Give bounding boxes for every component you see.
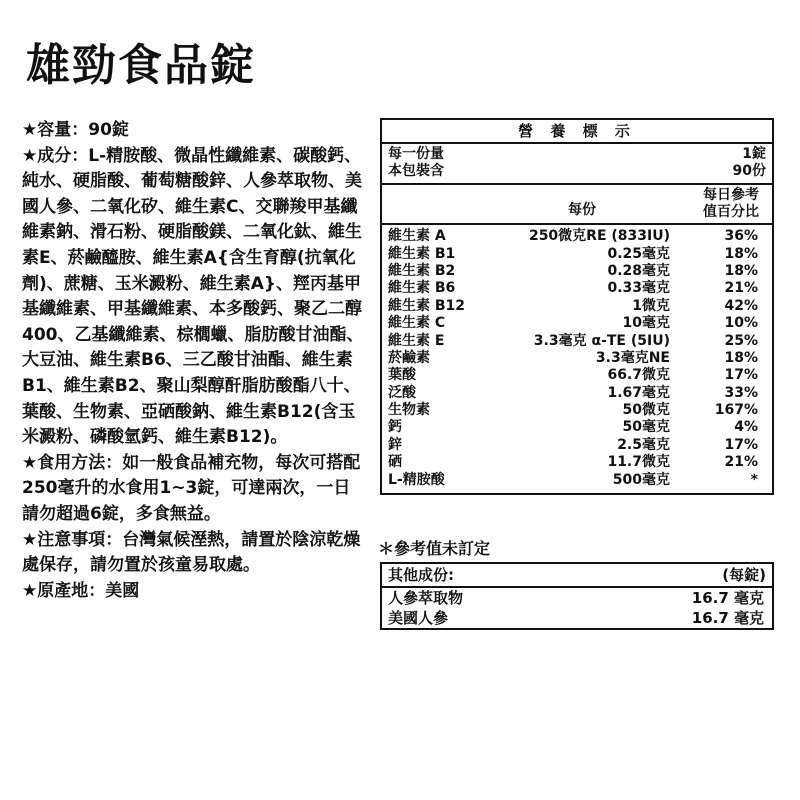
nutrient-amount: 250微克RE (833IU): [528, 228, 670, 245]
nutrient-name: 鋅: [388, 436, 402, 453]
nutrient-name: 維生素 B6: [388, 280, 456, 297]
nutrient-amount: 50毫克: [622, 419, 670, 436]
serving-label: 每一份量: [388, 146, 444, 162]
serving-info: [382, 144, 772, 185]
daily-value-label: 每日參考 值百分比: [703, 187, 759, 220]
other-heading: 其他成份:: [388, 566, 454, 584]
nutrition-row: [388, 315, 766, 332]
nutrient-name: 維生素 E: [388, 332, 445, 349]
nutrient-daily-value: *: [750, 471, 758, 488]
ingredient-name: 人參萃取物: [388, 589, 464, 607]
nutrient-daily-value: 17%: [724, 367, 758, 384]
nutrient-name: 生物素: [388, 402, 430, 419]
capacity-text: ★容量：90錠: [22, 120, 129, 140]
nutrient-amount: 500毫克: [612, 471, 670, 488]
nutrient-daily-value: 18%: [724, 262, 758, 279]
nutrition-row: [388, 437, 766, 454]
nutrient-daily-value: 36%: [724, 228, 758, 245]
nutrient-name: 維生素 C: [388, 315, 446, 332]
other-row: [382, 608, 772, 628]
nutrient-name: 維生素 B1: [388, 245, 456, 262]
nutrition-rows: [382, 225, 772, 493]
product-title: 雄勁食品錠: [26, 40, 256, 91]
nutrient-daily-value: 18%: [724, 349, 758, 366]
ingredients-text: ★成分：L-精胺酸、微晶性纖維素、碳酸鈣、純水、硬脂酸、葡萄糖酸鋅、人參萃取物、美國人參、二氧化矽、維生素C、交聯羧甲基纖維素鈉、滑石粉、硬脂酸鎂、二氧化鈦、維生素E、菸鹼醯胺、維生素A{含生育醇(抗氧化劑)、蔗糖、玉米澱粉、維生素A}、羥丙基甲基纖維素、甲基纖維素、本多酸鈣、聚乙二醇400、乙基纖維素、棕櫚蠟、脂肪酸甘油酯、大豆油、維生素B6、三乙酸甘油酯、維生素B1、維生素B2、聚山梨醇酐脂肪酸酯八十、葉酸、生物素、亞硒酸鈉、維生素B12(含玉米澱粉、磷酸氫鈣、維生素B12)。: [22, 145, 364, 448]
nutrition-row: [388, 350, 766, 367]
nutrient-amount: 66.7微克: [607, 367, 670, 384]
nutrient-name: 菸鹼素: [388, 349, 430, 366]
nutrient-amount: 10毫克: [622, 315, 670, 332]
nutrient-name: 維生素 B2: [388, 262, 456, 279]
ingredient-name: 美國人參: [388, 609, 449, 627]
nutrient-daily-value: 18%: [724, 245, 758, 262]
nutrient-daily-value: 33%: [724, 384, 758, 401]
nutrient-amount: 0.28毫克: [607, 262, 670, 279]
nutrient-name: 硒: [388, 454, 402, 471]
nutrient-amount: 0.25毫克: [607, 245, 670, 262]
nutrient-amount: 1微克: [632, 297, 670, 314]
nutrition-row: [388, 419, 766, 436]
nutrient-daily-value: 25%: [724, 332, 758, 349]
nutrient-amount: 2.5毫克: [617, 436, 670, 453]
nutrient-daily-value: 10%: [724, 315, 758, 332]
nutrient-daily-value: 21%: [724, 454, 758, 471]
pack-label: 本包裝含: [388, 163, 444, 179]
nutrition-row: [388, 280, 766, 297]
nutrient-daily-value: 21%: [724, 280, 758, 297]
product-info: [22, 118, 367, 604]
serving-value: 1錠: [742, 146, 766, 162]
other-heading-row: [382, 564, 772, 588]
nutrient-name: 葉酸: [388, 367, 416, 384]
other-unit: (每錠): [722, 566, 766, 584]
nutrition-row: [388, 245, 766, 262]
nutrition-row: [388, 332, 766, 349]
nutrition-row: [388, 263, 766, 280]
usage-text: ★食用方法：如一般食品補充物，每次可搭配250毫升的水食用1~3錠，可達兩次，一日請勿超過6錠，多食無益。: [22, 452, 361, 524]
nutrient-amount: 50微克: [622, 402, 670, 419]
ingredient-amount: 16.7 毫克: [691, 609, 764, 627]
nutrient-amount: 1.67毫克: [607, 384, 670, 401]
nutrient-name: L-精胺酸: [388, 471, 445, 488]
other-ingredients-panel: [380, 562, 774, 630]
other-rows: [382, 588, 772, 628]
nutrient-daily-value: 4%: [734, 419, 758, 436]
ingredient-amount: 16.7 毫克: [691, 589, 764, 607]
nutrient-amount: 0.33毫克: [607, 280, 670, 297]
nutrition-row: [388, 471, 766, 488]
other-row: [382, 588, 772, 608]
footnote: ＊參考值未訂定: [378, 539, 491, 558]
nutrition-row: [388, 367, 766, 384]
origin-text: ★原產地：美國: [22, 580, 140, 601]
pack-value: 90份: [732, 163, 766, 179]
caution-text: ★注意事項：台灣氣候溼熱，請置於陰涼乾燥處保存，請勿置於孩童易取處。: [22, 529, 361, 576]
nutrition-row: [388, 228, 766, 245]
nutrient-daily-value: 17%: [724, 436, 758, 453]
nutrient-name: 泛酸: [388, 384, 416, 401]
nutrient-daily-value: 42%: [724, 297, 758, 314]
nutrition-facts-panel: [380, 118, 774, 495]
nutrition-row: [388, 298, 766, 315]
nutrient-name: 維生素 B12: [388, 297, 466, 314]
nutrition-row: [388, 402, 766, 419]
nutrient-name: 維生素 A: [388, 228, 446, 245]
nutrient-amount: 11.7微克: [607, 454, 670, 471]
nutrition-row: [388, 454, 766, 471]
nutrition-column-header: [382, 185, 772, 225]
per-serving-label: 每份: [568, 202, 596, 218]
nutrient-amount: 3.3毫克NE: [595, 349, 670, 366]
nutrient-daily-value: 167%: [714, 402, 758, 419]
nutrient-amount: 3.3毫克 α-TE (5IU): [533, 332, 670, 349]
nutrition-row: [388, 385, 766, 402]
nutrition-heading: 營 養 標 示: [382, 120, 772, 144]
nutrient-name: 鈣: [388, 419, 402, 436]
